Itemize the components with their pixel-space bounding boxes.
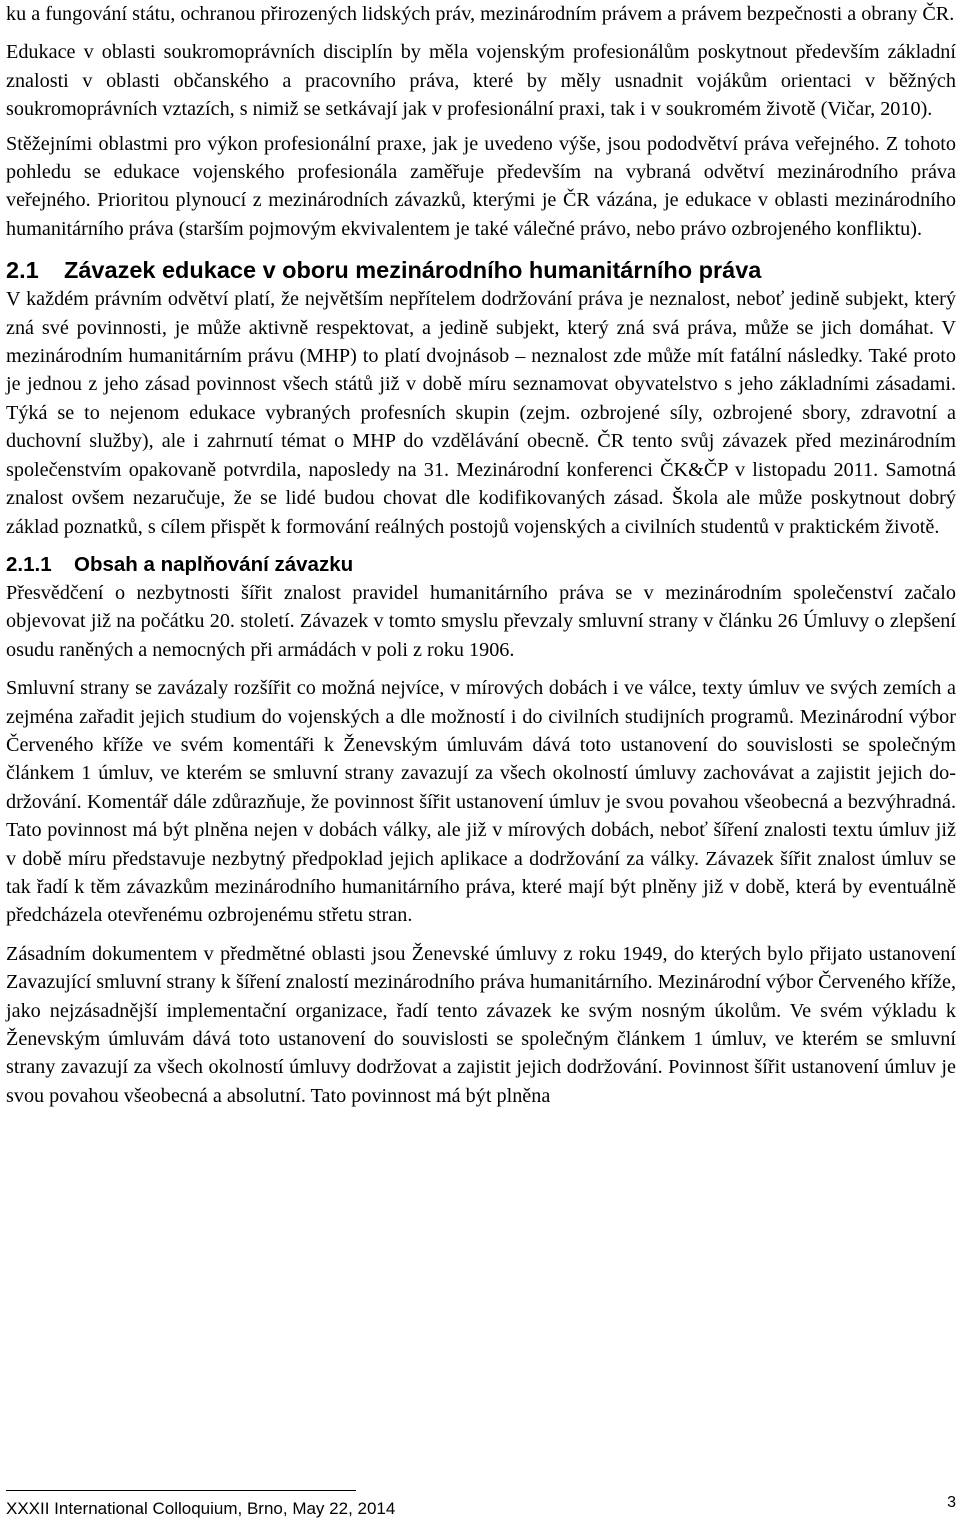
section-number: 2.1: [6, 257, 39, 284]
paragraph: Stěžejními oblastmi pro výkon profesionální praxe, jak je uvedeno výše, jsou pododvětví práva veřejného. Z tohoto pohledu se edukace vojenského profesionála zaměřuje především na vybraná odvětví mezinárodního práva veřejného. Prioritou plynoucí z mezinárodních závazků, kterými je ČR vázána, je edukace v oblasti mezinárodního humanitárního práva (starším pojmovým ekvivalentem je také válečné právo, nebo právo ozbrojeného konfliktu).: [6, 132, 956, 240]
page-footer: [6, 1494, 956, 1520]
paragraph: Smluvní strany se zavázaly rozšířit co možná nejvíce, v mírových dobách i ve válce, texty úmluv ve svých zemích a zejména zařadit jejich studium do vojenských a dle možností i do civilních studijních programů. Mezinárodní výbor Červeného kříže ve svém komentáři k Ženevským úmluvám dává toto ustanovení do souvislosti se společným článkem 1 úmluv, ve kterém se smluvní strany zavazují za všech okolností úmluvy zachovávat a zajistit jejich dodržování. Komentář dále zdůrazňuje, že povinnost šířit ustanovení úmluv je svou povahou všeobecná a bezvýhradná. Tato povinnost má být plněna nejen v dobách války, ale již v mírových dobách, neboť šíření znalosti textu úmluv již v době míru představuje nezbytný předpoklad jejich aplikace a dodržování za války. Závazek šířit znalost úmluv se tak řadí k těm závazkům mezinárodního humanitárního práva, které mají být plněny již v době, která by eventuálně předcházela otevřenému ozbrojenému střetu stran.: [6, 677, 956, 927]
section-title: Závazek edukace v oboru mezinárodního humanitárního práva: [64, 257, 762, 284]
subsection-title: Obsah a naplňování závazku: [74, 552, 354, 576]
footer-divider: [6, 1490, 356, 1491]
subsection-number: 2.1.1: [6, 552, 52, 576]
paragraph: Přesvědčení o nezbytnosti šířit znalost pravidel humanitárního práva se v mezinárodním společenství začalo objevovat již na počátku 20. století. Závazek v tomto smyslu převzaly smluvní strany v článku 26 Úmluvy o zlepšení osudu raněných a nemocných při armádách v poli z roku 1906.: [6, 581, 956, 661]
paragraph: Edukace v oblasti soukromoprávních disciplín by měla vojenským profesionálům poskytnout především základní znalosti v oblasti občanského a pracovního práva, které by měly usnadnit vojákům orientaci v běžných soukromoprávních vztazích, s nimiž se setkávají jak v profesionální praxi, tak i v soukromém životě (Vičar, 2010).: [6, 41, 956, 121]
subsection-heading: [6, 551, 956, 579]
footer-conference: XXXII International Colloquium, Brno, May 22, 2014: [6, 1499, 396, 1518]
document-page: [6, 0, 956, 1529]
section-heading: [6, 255, 956, 285]
paragraph: V každém právním odvětví platí, že největším nepřítelem dodržování práva je neznalost, neboť jedině subjekt, který zná své povinnosti, je může aktivně respektovat, a jedině subjekt, který zná svá práva, může se jich domáhat. V mezinárodním humanitárním právu (MHP) to platí dvojnásob – neznalost zde může mít fatální následky. Také proto je jednou z jeho zásad povinnost všech států již v době míru seznamovat obyvatelstvo s jeho základními zásadami. Týká se to nejenom edukace vybraných profesních skupin (zejm. ozbrojené síly, ozbrojené sbory, zdravotní a duchovní služby), ale i zahrnutí témat o MHP do vzdělávání obecně. ČR tento svůj závazek před mezinárodním společenstvím opakovaně potvrdila, naposledy na 31. Mezinárodní konferenci ČK&ČP v listopadu 2011. Samotná znalost ovšem nezaručuje, že se lidé budou chovat dle kodifikovaných zásad. Škola ale může poskytnout dobrý základ poznatků, s cílem přispět k formování reálných postojů vojenských a civilních studentů v praktickém životě.: [6, 288, 956, 538]
paragraph: Zásadním dokumentem v předmětné oblasti jsou Ženevské úmluvy z roku 1949, do kterých bylo přijato ustanovení Zavazující smluvní strany k šíření znalostí mezinárodního práva humanitárního. Mezinárodní výbor Červeného kříže, jako nejzásadnější implementační organizace, řadí tento závazek ke svým nosným úkolům. Ve svém výkladu k Ženevským úmluvám dává toto ustanovení do souvislosti se společným článkem 1 úmluv, ve kterém se smluvní strany zavazují za všech okolností úmluvy dodržovat a zajistit jejich dodržování. Povinnost šířit ustanovení úmluv je svou povahou všeobecná a absolutní. Tato povinnost má být plněna: [6, 942, 956, 1107]
page-number: 3: [947, 1494, 956, 1511]
paragraph: ku a fungování státu, ochranou přirozených lidských práv, mezinárodním právem a právem bezpečnosti a obrany ČR.: [6, 3, 955, 25]
